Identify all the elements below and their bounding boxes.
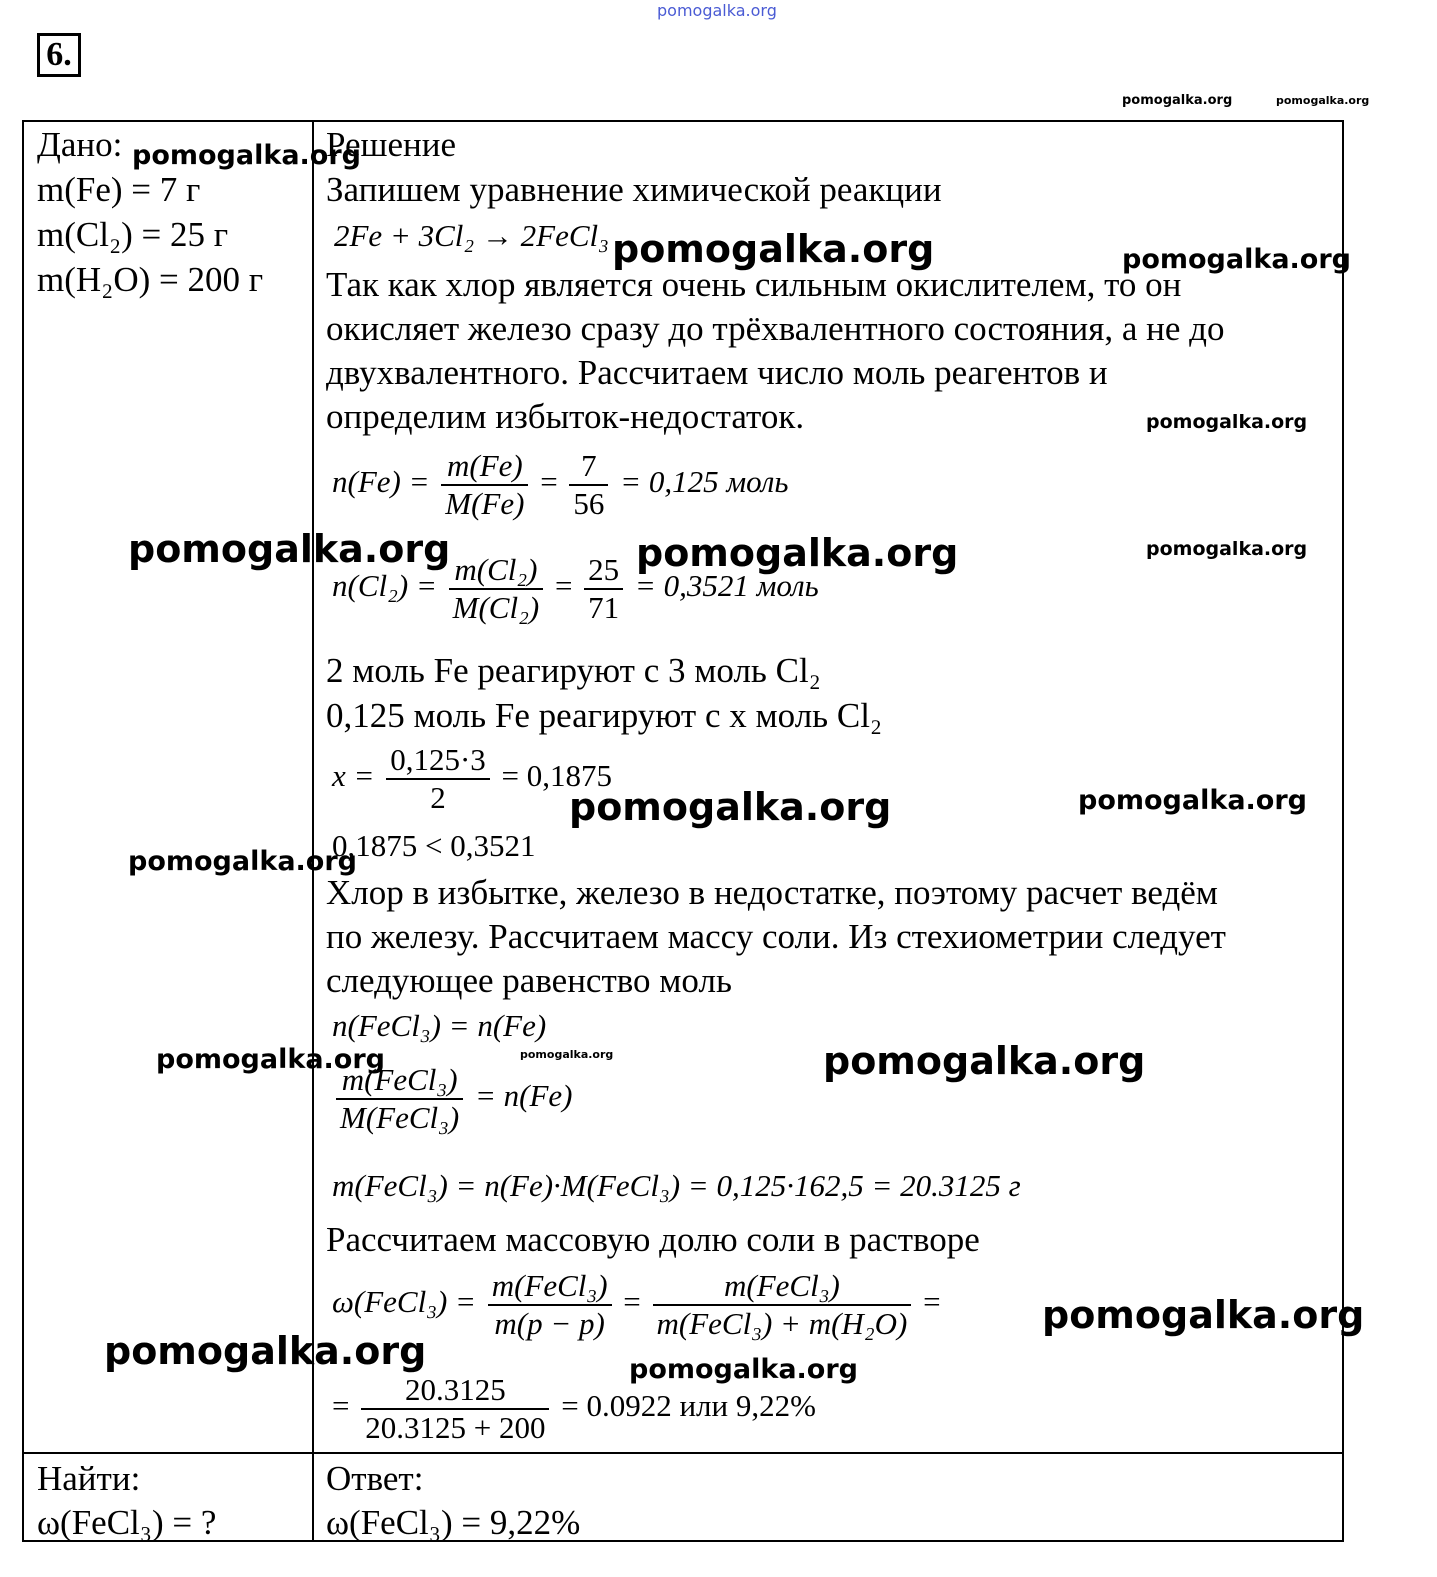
- ratio-line: 0,125 моль Fe реагируют с х моль Cl₂: [326, 696, 883, 735]
- watermark: pomogalka.org: [1122, 244, 1351, 275]
- formula-n-cl2: n(Cl₂) = $\frac{\text{m(Cl₂)}}{\text{M(Cl₂)}}$ = $\frac{25}{71}$ = 0,3521 моль: [332, 552, 819, 625]
- fraction: [361, 1372, 549, 1446]
- conclusion-line: следующее равенство моль: [326, 961, 732, 1000]
- reaction-equation: 2Fe + 3Cl₂ → 2FeCl₃: [334, 218, 609, 253]
- watermark: pomogalka.org: [1122, 93, 1233, 108]
- formula-tail: =: [923, 1284, 941, 1320]
- denominator: M(Cl₂): [452, 590, 540, 625]
- formula-result: = 0,3521 моль: [634, 568, 819, 604]
- fraction: [449, 552, 544, 626]
- watermark: pomogalka.org: [1146, 538, 1308, 560]
- numerator: 7: [569, 448, 608, 486]
- row-divider: [24, 1452, 1342, 1454]
- watermark: pomogalka.org: [128, 527, 451, 571]
- ratio-line: 2 моль Fe реагируют с 3 моль Cl₂: [326, 651, 821, 690]
- find-heading: Найти:: [37, 1459, 141, 1498]
- fraction: [386, 742, 490, 816]
- denominator: 56: [573, 486, 605, 521]
- watermark: pomogalka.org: [1042, 1293, 1365, 1337]
- numerator: m(FeCl₃): [336, 1062, 463, 1100]
- comparison: 0,1875 < 0,3521: [332, 828, 536, 863]
- conclusion-line: Хлор в избытке, железо в недостатке, поэтому расчет ведём: [326, 873, 1218, 912]
- column-divider: [312, 122, 314, 1540]
- find-line: ω(FeCl₃) = ?: [37, 1503, 217, 1542]
- explanation-line: определим избыток-недостаток.: [326, 397, 805, 436]
- conclusion-line: по железу. Рассчитаем массу соли. Из стехиометрии следует: [326, 917, 1226, 956]
- denominator: m(FeCl₃) + m(H₂O): [656, 1306, 908, 1341]
- given-line: m(Cl₂) = 25 г: [37, 215, 229, 254]
- watermark: pomogalka.org: [569, 785, 892, 829]
- explanation-line: Так как хлор является очень сильным окислителем, то он: [326, 265, 1182, 304]
- formula-lhs: x =: [332, 758, 375, 794]
- denominator: 71: [588, 590, 620, 625]
- watermark: pomogalka.org: [104, 1329, 427, 1373]
- watermark: pomogalka.org: [629, 1354, 858, 1385]
- denominator: M(FeCl₃): [340, 1100, 460, 1135]
- numerator: 20.3125: [361, 1372, 549, 1410]
- watermark: pomogalka.org: [1146, 411, 1308, 433]
- formula-lhs: n(Fe) =: [332, 464, 430, 500]
- formula-n-fe: n(Fe) = $\frac{m(Fe)}{M(Fe)}$ = $\frac{7}{56}$ = 0,125 моль: [332, 448, 789, 521]
- numerator: m(FeCl₃): [488, 1268, 612, 1306]
- watermark: pomogalka.org: [823, 1039, 1146, 1083]
- watermark: pomogalka.org: [156, 1044, 385, 1075]
- numerator: 0,125·3: [386, 742, 490, 780]
- solution-heading: Решение: [326, 125, 457, 164]
- task-number: 6.: [37, 33, 81, 77]
- denominator: M(Fe): [445, 486, 525, 521]
- formula-result: = 0,125 моль: [620, 464, 789, 500]
- equation-n: n(FeCl₃) = n(Fe): [332, 1008, 547, 1043]
- answer-line: ω(FeCl₃) = 9,22%: [326, 1503, 581, 1542]
- given-heading: Дано:: [37, 125, 123, 164]
- formula-result: = 0.0922 или 9,22%: [561, 1388, 816, 1424]
- formula-result: = 0,1875: [501, 758, 612, 794]
- fraction: [488, 1268, 612, 1342]
- numerator: m(Fe): [441, 448, 528, 486]
- explanation-line: окисляет железо сразу до трёхвалентного состояния, а не до: [326, 309, 1225, 348]
- denominator: m(р − р): [494, 1306, 605, 1341]
- solution-intro: Запишем уравнение химической реакции: [326, 170, 942, 209]
- watermark: pomogalka.org: [657, 1, 777, 20]
- given-line: m(Fe) = 7 г: [37, 170, 201, 209]
- formula-prefix: =: [332, 1388, 350, 1424]
- numerator: m(FeCl₃): [653, 1268, 912, 1306]
- mass-fraction-intro: Рассчитаем массовую долю соли в растворе: [326, 1220, 980, 1259]
- watermark: pomogalka.org: [1078, 785, 1307, 816]
- watermark: pomogalka.org: [612, 227, 935, 271]
- given-line: m(H₂O) = 200 г: [37, 260, 264, 299]
- equation-mass: m(FeCl₃) = n(Fe)·M(FeCl₃) = 0,125·162,5 = 20.3125 г: [332, 1168, 1021, 1203]
- fraction: [653, 1268, 912, 1342]
- watermark: pomogalka.org: [1276, 94, 1370, 107]
- answer-heading: Ответ:: [326, 1459, 424, 1498]
- watermark: pomogalka.org: [520, 1048, 614, 1061]
- watermark: pomogalka.org: [132, 140, 361, 171]
- denominator: 20.3125 + 200: [365, 1410, 546, 1445]
- denominator: 2: [430, 780, 446, 815]
- numerator: 25: [584, 552, 623, 590]
- formula-lhs: ω(FeCl₃) =: [332, 1284, 476, 1320]
- explanation-line: двухвалентного. Рассчитаем число моль реагентов и: [326, 353, 1108, 392]
- formula-rhs: = n(Fe): [474, 1078, 573, 1114]
- formula-omega: ω(FeCl₃) = $\frac{\text{m(FeCl₃)}}{m(р - р)}$ = $\frac{\text{m(FeCl₃)}}{\text{m(FeCl₃) + m(H₂O)}}$ =: [332, 1268, 941, 1341]
- fraction: [584, 552, 623, 626]
- formula-lhs: n(Cl₂) =: [332, 568, 437, 604]
- numerator: m(Cl₂): [449, 552, 544, 590]
- watermark: pomogalka.org: [128, 846, 357, 877]
- fraction: [441, 448, 528, 522]
- watermark: pomogalka.org: [636, 531, 959, 575]
- fraction: [569, 448, 608, 522]
